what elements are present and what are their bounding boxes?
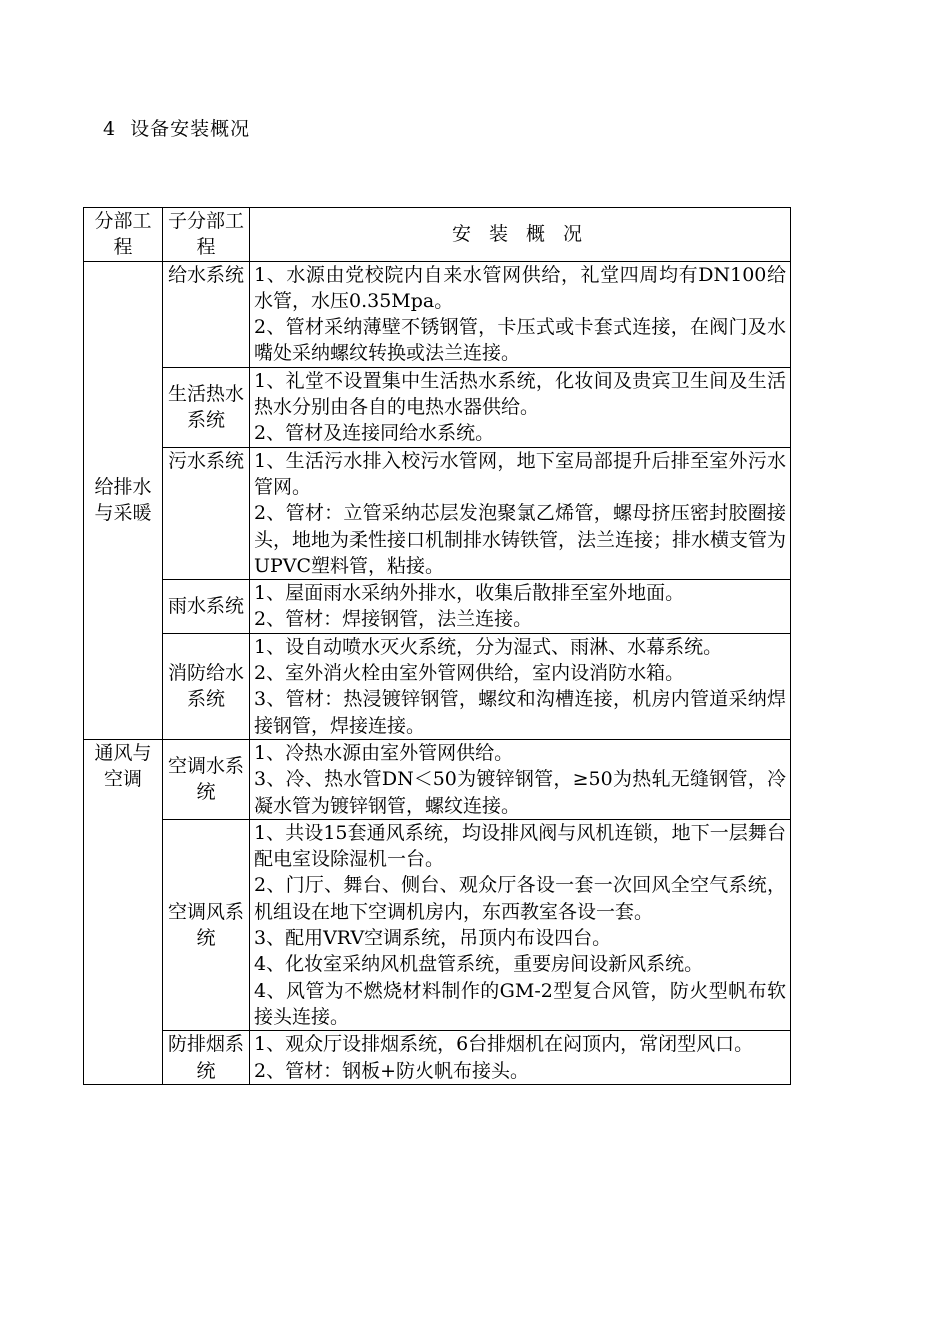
- overview-line: 1、共设15套通风系统，均设排风阀与风机连锁，地下一层舞台配电室设除湿机一台。: [254, 821, 786, 871]
- subdivision-cell: 空调水系统: [163, 739, 250, 819]
- overview-cell: [250, 819, 791, 1030]
- header-subdivision: 子分部工程: [163, 208, 250, 262]
- division-cell: 通风与空调: [84, 739, 163, 1084]
- overview-line: 2、室外消火栓由室外管网供给，室内设消防水箱。: [254, 662, 685, 685]
- overview-cell: [250, 580, 791, 634]
- overview-line: 1、屋面雨水采纳外排水，收集后散排至室外地面。: [254, 582, 685, 605]
- subdivision-cell: 防排烟系统: [163, 1031, 250, 1085]
- header-overview: 安 装 概 况: [250, 208, 791, 262]
- table-row: [84, 447, 791, 579]
- subdivision-cell: 污水系统: [163, 447, 250, 579]
- section-number: 4: [103, 118, 117, 140]
- overview-line: 1、礼堂不设置集中生活热水系统，化妆间及贵宾卫生间及生活热水分别由各自的电热水器供给。: [254, 369, 786, 419]
- overview-line: 2、管材：焊接钢管，法兰连接。: [254, 608, 533, 631]
- overview-line: 4、风管为不燃烧材料制作的GM-2型复合风管，防火型帆布软接头连接。: [254, 979, 786, 1028]
- overview-line: 1、生活污水排入校污水管网，地下室局部提升后排至室外污水管网。: [254, 449, 786, 498]
- subdivision-cell: 给水系统: [163, 261, 250, 367]
- overview-cell: [250, 447, 791, 579]
- overview-cell: [250, 739, 791, 819]
- subdivision-cell: 空调风系统: [163, 819, 250, 1030]
- subdivision-cell: 雨水系统: [163, 580, 250, 634]
- table-row: [84, 1031, 791, 1085]
- table-row: [84, 367, 791, 447]
- overview-line: 2、管材及连接同给水系统。: [254, 422, 495, 445]
- table-row: [84, 739, 791, 819]
- overview-cell: [250, 633, 791, 739]
- overview-line: 1、冷热水源由室外管网供给。: [254, 741, 514, 764]
- overview-line: 1、设自动喷水灭火系统，分为湿式、雨淋、水幕系统。: [254, 635, 723, 658]
- overview-line: 3、配用VRV空调系统，吊顶内布设四台。: [254, 927, 612, 950]
- overview-line: 4、化妆室采纳风机盘管系统，重要房间设新风系统。: [254, 953, 704, 976]
- overview-cell: [250, 1031, 791, 1085]
- table-row: [84, 580, 791, 634]
- header-division: 分部工程: [84, 208, 163, 262]
- section-heading: [103, 116, 250, 142]
- overview-line: 2、管材：立管采纳芯层发泡聚氯乙烯管，螺母挤压密封胶圈接头，地地为柔性接口机制排水铸铁管，法兰连接；排水横支管为UPVC塑料管，粘接。: [254, 502, 787, 577]
- table-row: [84, 633, 791, 739]
- table-header-row: [84, 208, 791, 262]
- division-cell: 给排水与采暖: [84, 261, 163, 739]
- overview-line: 3、冷、热水管DN＜50为镀锌钢管，≥50为热轧无缝钢管，冷凝水管为镀锌钢管，螺纹连接。: [254, 768, 786, 817]
- table-row: [84, 819, 791, 1030]
- overview-line: 2、管材：钢板+防火帆布接头。: [254, 1059, 530, 1082]
- section-title: 设备安装概况: [130, 118, 251, 140]
- overview-line: 3、管材：热浸镀锌钢管，螺纹和沟槽连接，机房内管道采纳焊接钢管，焊接连接。: [254, 688, 786, 737]
- overview-line: 2、管材采纳薄壁不锈钢管，卡压式或卡套式连接，在阀门及水嘴处采纳螺纹转换或法兰连接。: [254, 316, 786, 365]
- overview-line: 1、观众厅设排烟系统，6台排烟机在闷顶内，常闭型风口。: [254, 1033, 754, 1056]
- installation-table: [83, 207, 791, 1085]
- overview-line: 2、门厅、舞台、侧台、观众厅各设一套一次回风全空气系统，机组设在地下空调机房内，东西教室各设一套。: [254, 874, 786, 923]
- overview-cell: [250, 367, 791, 447]
- subdivision-cell: 生活热水系统: [163, 367, 250, 447]
- table-row: [84, 261, 791, 367]
- overview-line: 1、水源由党校院内自来水管网供给，礼堂四周均有DN100给水管，水压0.35Mpa。: [254, 263, 786, 312]
- overview-cell: [250, 261, 791, 367]
- subdivision-cell: 消防给水系统: [163, 633, 250, 739]
